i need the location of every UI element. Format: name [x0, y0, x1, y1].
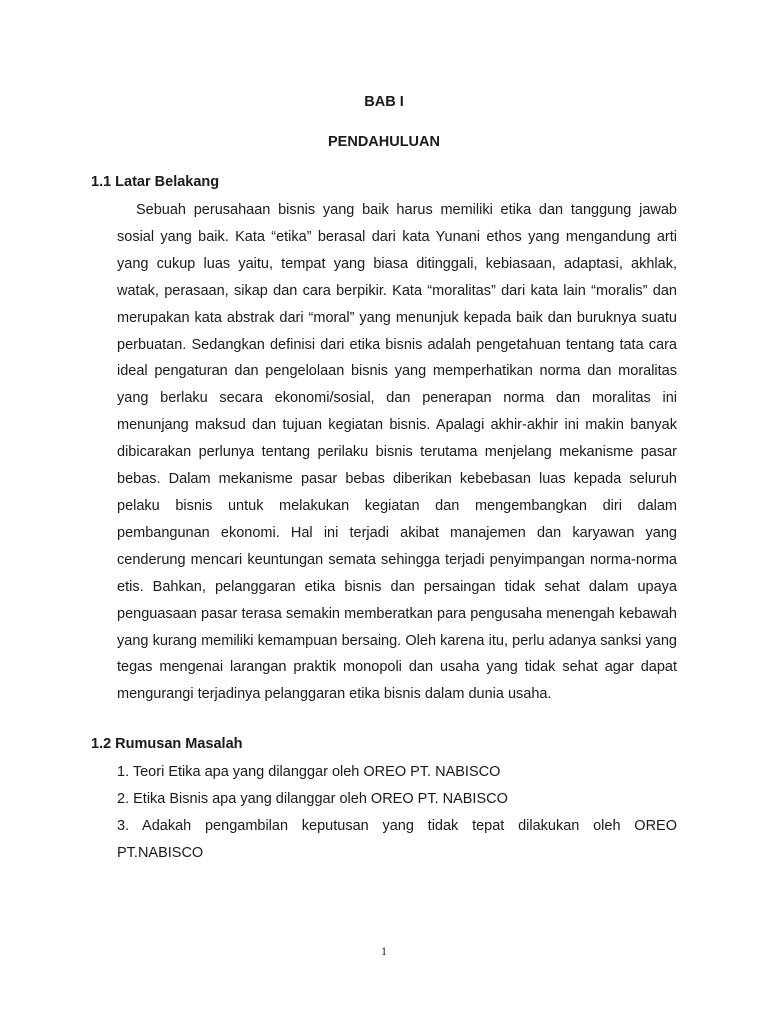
- section-heading-rumusan-masalah: 1.2 Rumusan Masalah: [91, 736, 243, 752]
- list-item: 2. Etika Bisnis apa yang dilanggar oleh OREO PT. NABISCO: [117, 790, 508, 807]
- rumusan-masalah-list: [117, 759, 677, 867]
- body-paragraph-latar-belakang: Sebuah perusahaan bisnis yang baik harus memiliki etika dan tanggung jawab sosial yang baik. Kata “etika” berasal dari kata Yunani ethos yang mengandung arti yang cukup luas yaitu, tempat yang biasa ditinggali, kebiasaan, adaptasi, akhlak, watak, perasaan, sikap dan cara berpikir. Kata “moralitas” dari kata lain “moralis” dan merupakan kata abstrak dari “moral” yang menunjuk kepada baik dan buruknya suatu perbuatan. Sedangkan definisi dari etika bisnis adalah pengetahuan tentang tata cara ideal pengaturan dan pengelolaan bisnis yang memperhatikan norma dan moralitas yang berlaku secara ekonomi/sosial, dan penerapan norma dan moralitas ini menunjang maksud dan tujuan kegiatan bisnis. Apalagi akhir-akhir ini makin banyak dibicarakan perlunya tentang perilaku bisnis terutama menjelang mekanisme pasar bebas. Dalam mekanisme pasar bebas diberikan kebebasan luas kepada seluruh pelaku bisnis untuk melakukan kegiatan dan mengembangkan diri dalam pembangunan ekonomi. Hal ini terjadi akibat manajemen dan karyawan yang cenderung mencari keuntungan semata sehingga terjadi penyimpangan norma-norma etis. Bahkan, pelanggaran etika bisnis dan persaingan tidak sehat dalam upaya penguasaan pasar terasa semakin memberatkan para pengusaha menengah kebawah yang kurang memiliki kemampuan bersaing. Oleh karena itu, perlu adanya sanksi yang tegas mengenai larangan praktik monopoli dan usaha yang tidak sehat agar dapat mengurangi terjadinya pelanggaran etika bisnis dalam dunia usaha.: [117, 202, 677, 703]
- list-item: 1. Teori Etika apa yang dilanggar oleh OREO PT. NABISCO: [117, 764, 501, 780]
- chapter-title: PENDAHULUAN: [328, 134, 440, 150]
- section-heading-latar-belakang: 1.1 Latar Belakang: [91, 174, 220, 190]
- list-item: 3. Adakah pengambilan keputusan yang tidak tepat dilakukan oleh OREO PT.NABISCO: [117, 817, 677, 861]
- page-number: 1: [381, 944, 387, 958]
- chapter-number: BAB I: [364, 94, 404, 110]
